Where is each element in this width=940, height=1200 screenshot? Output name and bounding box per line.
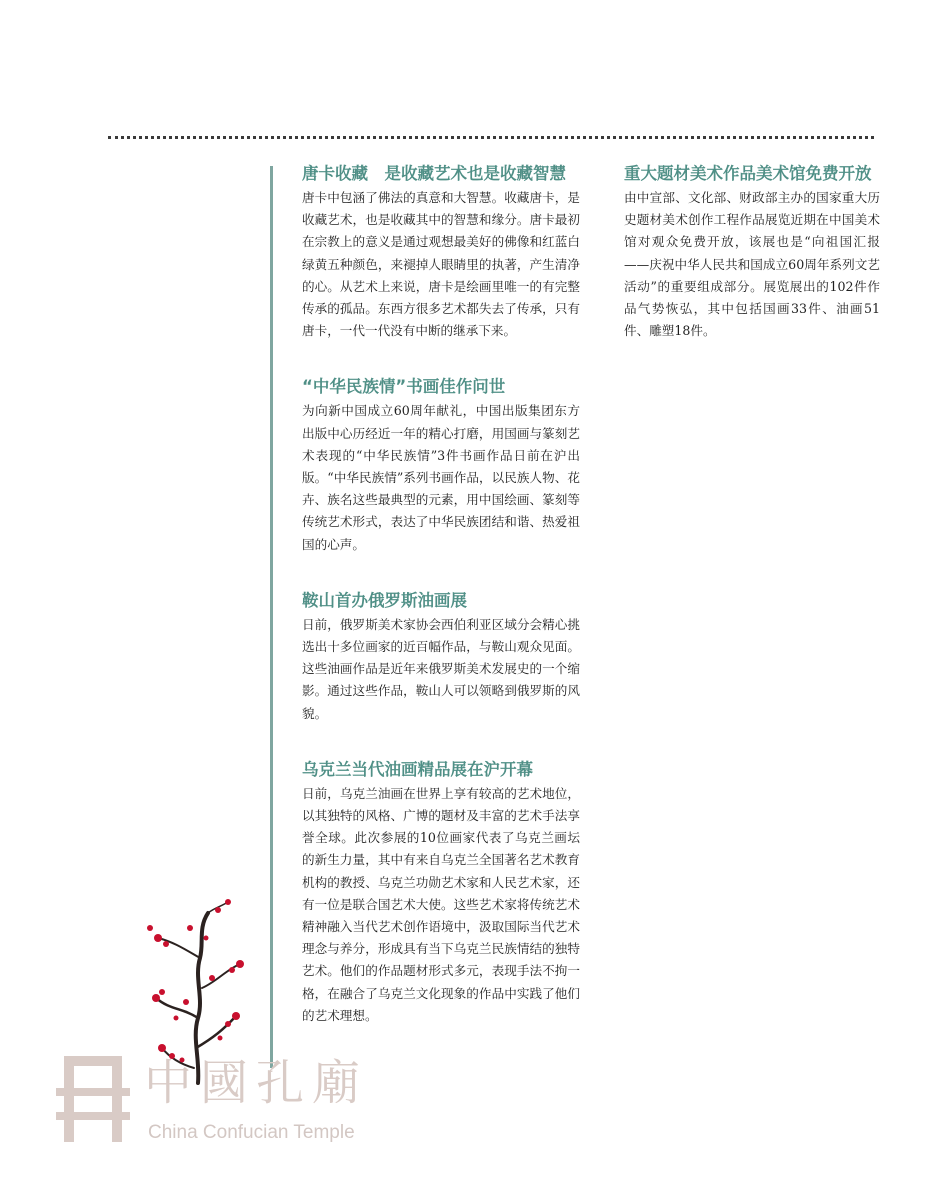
watermark [52,1050,392,1150]
article-body: 日前，乌克兰油画在世界上享有较高的艺术地位，以其独特的风格、广博的题材及丰富的艺术手法享誉全球。此次参展的10位画家代表了乌克兰画坛的新生力量，其中有来自乌克兰全国著名艺术教育机构的教授、乌克兰功勋艺术家和人民艺术家，还有一位是联合国艺术大使。这些艺术家将传统艺术精神融入当代艺术创作语境中，汲取国际当代艺术理念与养分，形成具有当下乌克兰民族情结的独特艺术。他们的作品题材形式多元，表现手法不拘一格，在融合了乌克兰文化现象的作品中实践了他们的艺术理想。 [302,785,580,1023]
watermark-chinese: 中國孔廟 [144,1055,369,1111]
article-title: 乌克兰当代油画精品展在沪开幕 [302,759,533,779]
article-major-themes [624,163,880,342]
article-chinese-ethnic [302,376,580,555]
article-body: 为向新中国成立60周年献礼，中国出版集团东方出版中心历经近一年的精心打磨，用国画与篆刻艺术表现的“中华民族情”3件书画作品日前在沪出版。“中华民族情”系列书画作品，以民族人物、花卉、族名这些最典型的元素，用中国绘画、篆刻等传统艺术形式，表达了中华民族团结和谐、热爱祖国的心声。 [302,403,580,552]
article-ukraine [302,759,580,1027]
right-column [624,163,880,376]
watermark-english: China Confucian Temple [148,1122,355,1143]
article-title: “中华民族情”书画佳作问世 [302,377,506,397]
dotted-divider [108,136,874,139]
article-body: 唐卡中包涵了佛法的真意和大智慧。收藏唐卡，是收藏艺术，也是收藏其中的智慧和缘分。唐卡最初在宗教上的意义是通过观想最美好的佛像和红蓝白绿黄五种颜色，来褪掉人眼睛里的执著，产生清净的心。从艺术上来说，唐卡是绘画里唯一的有完整传承的孤品。东西方很多艺术都失去了传承，只有唐卡，一代一代没有中断的继承下来。 [302,190,580,339]
article-title: 唐卡收藏 是收藏艺术也是收藏智慧 [302,164,566,183]
left-column [302,163,580,1061]
article-thangka [302,163,580,342]
article-title: 重大题材美术作品美术馆免费开放 [624,164,872,183]
article-body: 由中宣部、文化部、财政部主办的国家重大历史题材美术创作工程作品展览近期在中国美术馆对观众免费开放，该展也是“向祖国汇报——庆祝中华人民共和国成立60周年系列文艺活动”的重要组成部分。展览展出的102件作品气势恢弘，其中包括国画33件、油画51件、雕塑18件。 [624,190,880,339]
article-body: 日前，俄罗斯美术家协会西伯利亚区域分会精心挑选出十多位画家的近百幅作品，与鞍山观众见面。这些油画作品是近年来俄罗斯美术发展史的一个缩影。通过这些作品，鞍山人可以领略到俄罗斯的风貌。 [302,616,580,721]
article-anshan-russian [302,590,580,725]
article-title: 鞍山首办俄罗斯油画展 [302,590,467,610]
vertical-accent-bar [270,166,273,1068]
temple-logo-icon [52,1050,132,1145]
